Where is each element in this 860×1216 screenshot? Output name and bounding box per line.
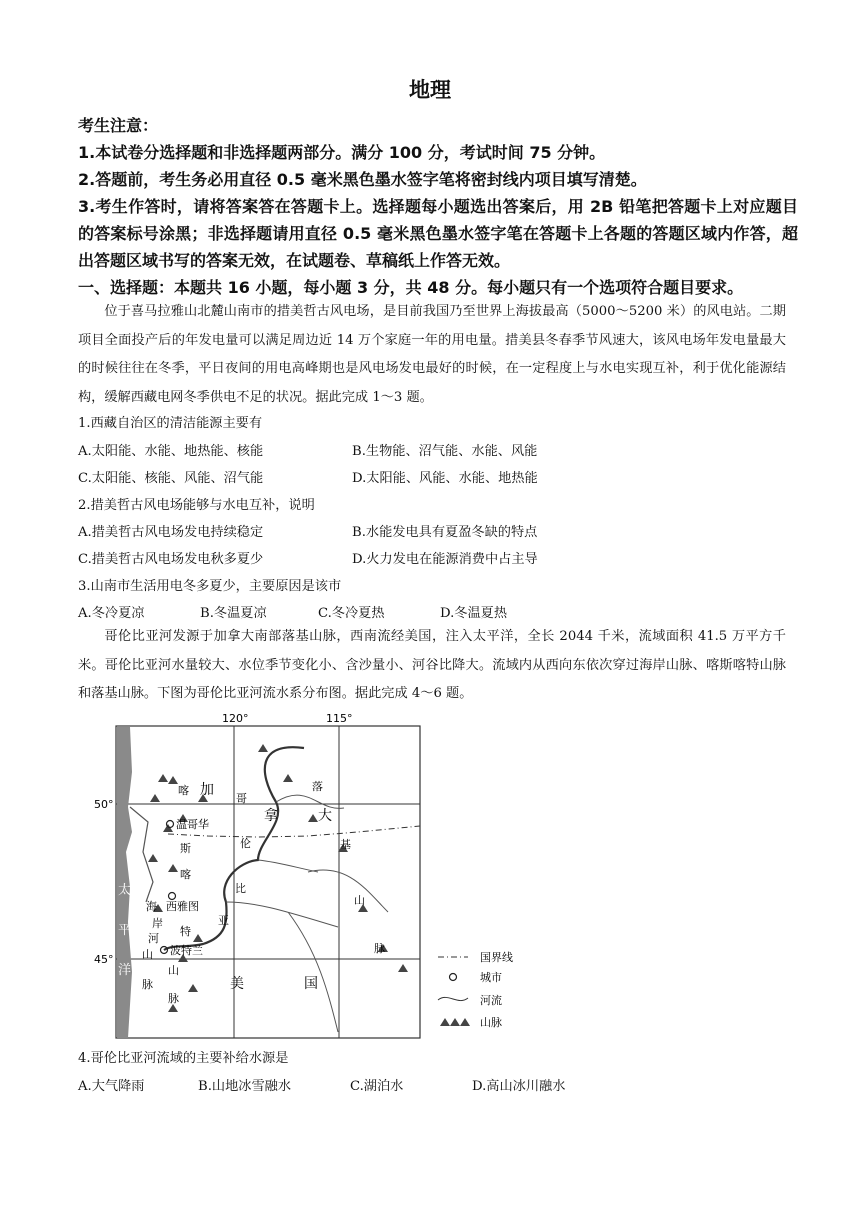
label-mei: 美 xyxy=(230,976,244,992)
label-ka1: 喀 xyxy=(178,784,189,797)
label-tai: 太 xyxy=(118,883,132,898)
label-guo: 国 xyxy=(304,976,318,992)
label-ge: 哥 xyxy=(236,792,247,805)
notice-item-2: 2.答题前，考生务必用直径 0.5 毫米黑色墨水签字笔将密封线内项目填写清楚。 xyxy=(78,170,647,189)
label-mai-r: 脉 xyxy=(374,942,385,955)
city-seattle-marker xyxy=(169,893,176,900)
q1-option-c: C.太阳能、核能、风能、沼气能 xyxy=(78,471,264,486)
map-legend xyxy=(438,950,513,1029)
label-he: 河 xyxy=(148,932,159,945)
map-frame xyxy=(116,726,420,1038)
label-ji: 基 xyxy=(340,838,351,851)
label-seattle: 西雅图 xyxy=(166,900,199,913)
label-120: 120° xyxy=(222,712,249,725)
columbia-river-map xyxy=(94,712,568,1042)
label-50: 50° xyxy=(94,798,114,811)
q4-option-d: D.高山冰川融水 xyxy=(472,1079,566,1094)
label-da: 大 xyxy=(318,808,332,824)
label-shan-r: 山 xyxy=(354,894,365,907)
label-ka2: 喀 xyxy=(180,868,191,881)
page-title: 地理 xyxy=(409,78,451,102)
label-115: 115° xyxy=(326,712,353,725)
city-vancouver-marker xyxy=(167,821,174,828)
label-portland: 波特兰 xyxy=(170,944,203,957)
legend-border: 国界线 xyxy=(480,951,513,964)
label-te: 特 xyxy=(180,925,191,938)
label-mai-c: 脉 xyxy=(142,978,153,991)
section-1-heading: 一、选择题：本题共 16 小题，每小题 3 分，共 48 分。每小题只有一个选项符合题目要求。 xyxy=(78,278,744,297)
q4-stem: 4.哥伦比亚河流域的主要补给水源是 xyxy=(78,1051,289,1066)
legend-city: 城市 xyxy=(480,971,502,984)
q1-option-d: D.太阳能、风能、水能、地热能 xyxy=(352,471,538,486)
q2-option-c: C.措美哲古风电场发电秋多夏少 xyxy=(78,552,264,567)
q4-option-c: C.湖泊水 xyxy=(350,1079,404,1094)
label-si: 斯 xyxy=(180,842,191,855)
notice-heading: 考生注意： xyxy=(78,116,159,135)
label-vancouver: 温哥华 xyxy=(176,818,209,831)
label-45: 45° xyxy=(94,953,114,966)
label-shan-c: 山 xyxy=(142,948,153,961)
legend-river: 河流 xyxy=(480,994,502,1007)
label-jia: 加 xyxy=(200,782,214,798)
label-an: 岸 xyxy=(152,917,163,930)
label-lun: 伦 xyxy=(240,837,251,850)
label-luo: 落 xyxy=(312,780,323,793)
q3-option-d: D.冬温夏热 xyxy=(440,606,508,621)
q2-option-a: A.措美哲古风电场发电持续稳定 xyxy=(78,525,264,540)
q3-option-c: C.冬冷夏热 xyxy=(318,606,385,621)
q4-option-a: A.大气降雨 xyxy=(78,1079,145,1094)
q1-option-a: A.太阳能、水能、地热能、核能 xyxy=(78,444,264,459)
notice-item-3: 3.考生作答时，请将答案答在答题卡上。选择题每小题选出答案后，用 2B 铅笔把答题卡上对应题目的答案标号涂黑；非选择题请用直径 0.5 毫米黑色墨水签字笔在答题卡上各题的答题区域内作答，超出答题区域书写的答案无效，在试题卷、草稿纸上作答无效。 xyxy=(78,197,798,270)
q2-stem: 2.措美哲古风电场能够与水电互补，说明 xyxy=(78,498,315,513)
q2-option-d: D.火力发电在能源消费中占主导 xyxy=(352,552,538,567)
tributaries xyxy=(226,795,388,1032)
label-mai-m: 脉 xyxy=(168,992,179,1005)
passage-1: 位于喜马拉雅山北麓山南市的措美哲古风电场，是目前我国乃至世界上海拔最高（5000～5200 米）的风电站。二期项目全面投产后的年发电量可以满足周边近 14 万个家庭一年的用电量。措美县冬春季节风速大，该风电场年发电量最大的时候往往在冬季，平日夜间的用电高峰期也是风电场发电最好的时候，在一定程度上与水电实现互补，利于优化能源结构，缓解西藏电网冬季供电不足的状况。据此完成 1～3 题。 xyxy=(78,304,786,405)
label-hai: 海 xyxy=(146,900,157,913)
q1-option-b: B.生物能、沼气能、水能、风能 xyxy=(352,444,538,459)
label-yang: 洋 xyxy=(118,963,132,978)
label-ya: 亚 xyxy=(218,914,229,927)
passage-2: 哥伦比亚河发源于加拿大南部落基山脉，西南流经美国，注入太平洋，全长 2044 千米，流域面积 41.5 万平方千米。哥伦比亚河水量较大、水位季节变化小、含沙量小、河谷比降大。流域内从西向东依次穿过海岸山脉、喀斯喀特山脉和落基山脉。下图为哥伦比亚河流水系分布图。据此完成 4～6 题。 xyxy=(78,629,786,701)
label-shan-m: 山 xyxy=(168,964,179,977)
coastline-inlet xyxy=(130,807,153,902)
q4-option-b: B.山地冰雪融水 xyxy=(198,1079,292,1094)
notice-item-1: 1.本试卷分选择题和非选择题两部分。满分 100 分，考试时间 75 分钟。 xyxy=(78,143,606,162)
q3-option-a: A.冬冷夏凉 xyxy=(78,606,145,621)
label-ping: 平 xyxy=(118,923,132,938)
q2-option-b: B.水能发电具有夏盈冬缺的特点 xyxy=(352,525,538,540)
label-na: 拿 xyxy=(264,808,278,824)
label-bi: 比 xyxy=(235,882,246,895)
q3-option-b: B.冬温夏凉 xyxy=(200,606,267,621)
q1-stem: 1.西藏自治区的清洁能源主要有 xyxy=(78,416,263,431)
legend-mountain: 山脉 xyxy=(480,1016,502,1029)
q3-stem: 3.山南市生活用电冬多夏少，主要原因是该市 xyxy=(78,579,342,594)
